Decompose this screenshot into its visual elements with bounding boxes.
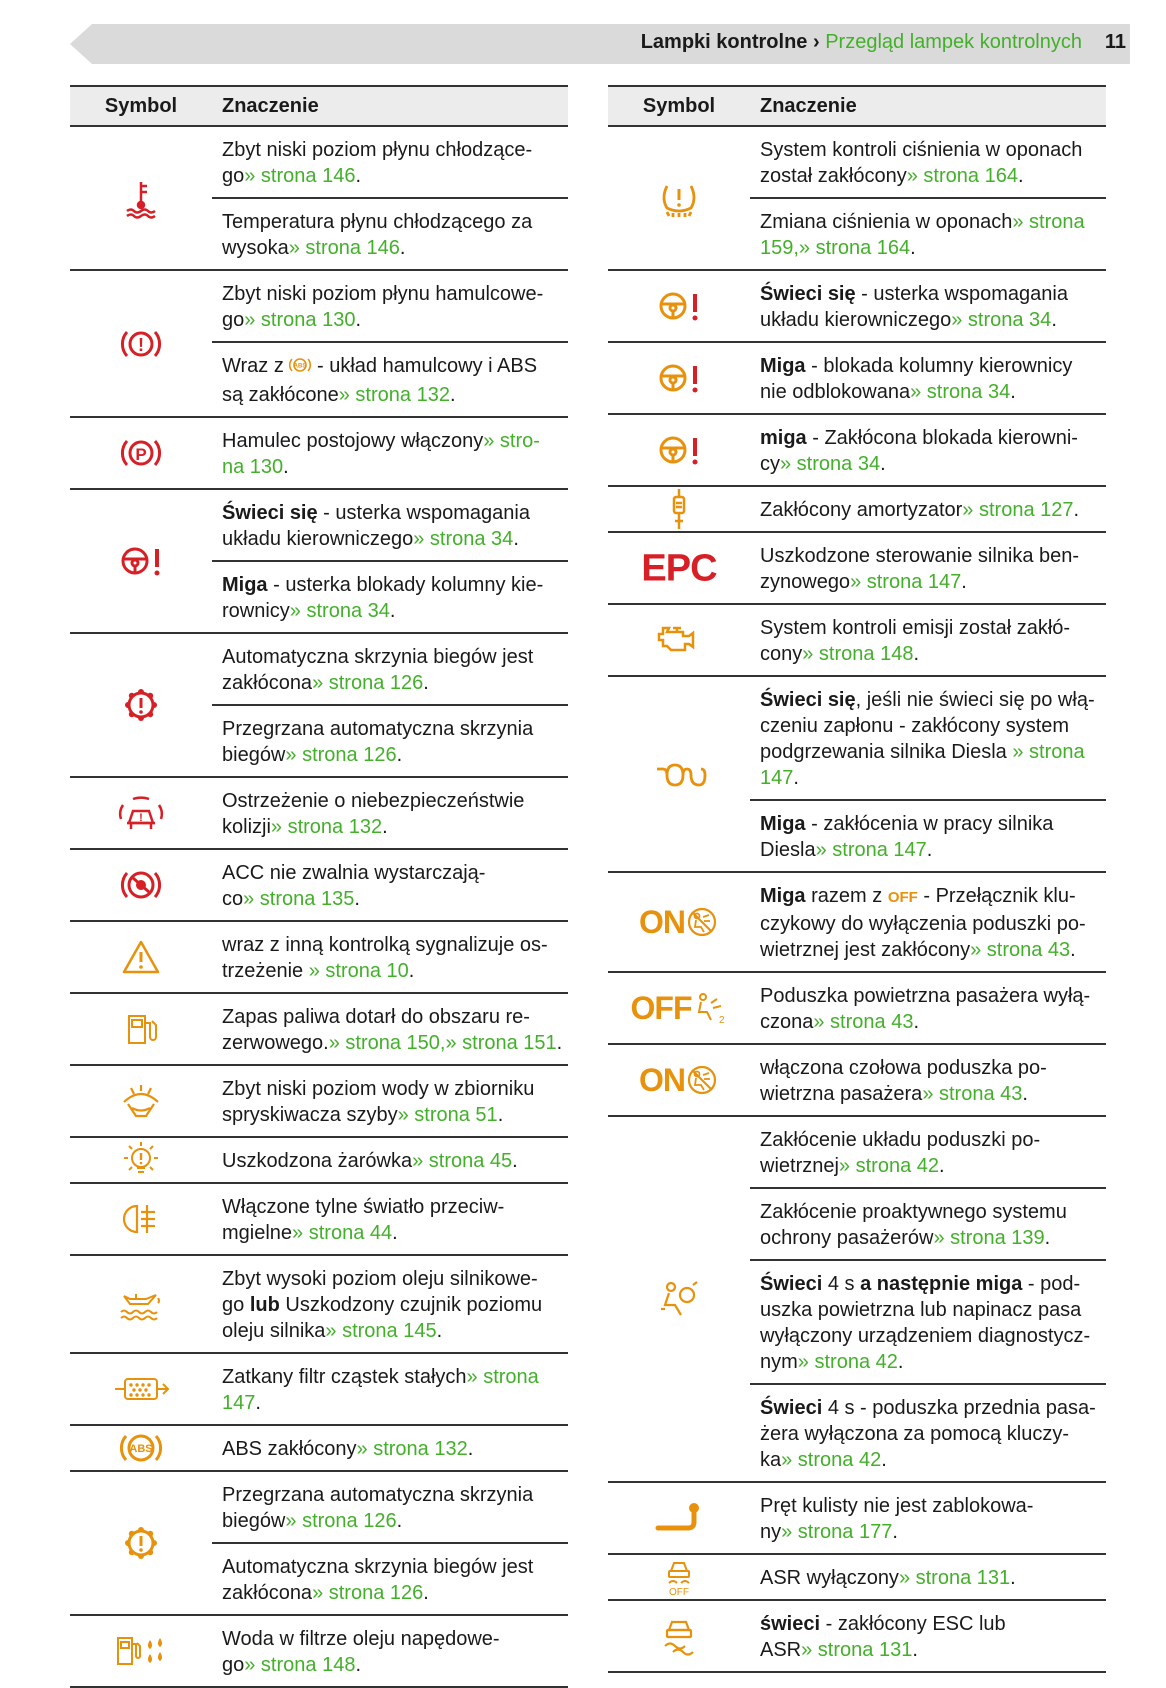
page-link[interactable]: » strona 43	[970, 939, 1071, 961]
meaning-cell: Włączone tylne światło przeciw- mgielne» strona 44.	[212, 1183, 568, 1255]
page-link[interactable]: » strona 45	[412, 1150, 513, 1172]
meaning-cell: Uszkodzona żarówka» strona 45.	[212, 1137, 568, 1183]
general-warning-icon	[70, 921, 212, 993]
airbag-off-label: OFF	[630, 990, 692, 1026]
page-link[interactable]: » strona 147	[760, 741, 1085, 789]
off-inline-label: OFF	[887, 889, 918, 906]
page-link[interactable]: » strona 126	[312, 1582, 424, 1604]
brake-fluid-icon	[70, 270, 212, 417]
fuel-reserve-icon	[70, 993, 212, 1065]
epc-icon	[608, 532, 750, 604]
meaning-cell: Przegrzana automatyczna skrzynia biegów» strona 126.	[212, 705, 568, 777]
page-link[interactable]: » strona 145	[325, 1320, 437, 1342]
rear-fog-light-icon	[70, 1183, 212, 1255]
table-row	[608, 126, 1106, 198]
table-row	[608, 414, 1106, 486]
table-row	[608, 342, 1106, 414]
steering-warning-icon	[70, 489, 212, 633]
airbag-on-icon	[608, 872, 750, 972]
page-link[interactable]: » strona 131	[801, 1639, 913, 1661]
page-link[interactable]: » strona 43	[813, 1011, 914, 1033]
page-link[interactable]: » strona 159,» strona 164	[760, 211, 1085, 259]
table-row	[70, 849, 568, 921]
page-link[interactable]: » strona 44	[292, 1222, 393, 1244]
meaning-cell: miga - Zakłócona blokada kierowni- cy» strona 34.	[750, 414, 1106, 486]
meaning-cell: Miga - blokada kolumny kierownicy nie odblokowana» strona 34.	[750, 342, 1106, 414]
glow-plug-icon	[608, 676, 750, 872]
meaning-cell: Zakłócenie układu poduszki po- wietrznej» strona 42.	[750, 1116, 1106, 1188]
collision-warning-icon	[70, 777, 212, 849]
meaning-cell: włączona czołowa poduszka po- wietrzna pasażera» strona 43.	[750, 1044, 1106, 1116]
page-link[interactable]: » strona 34	[780, 453, 881, 475]
page-number: 11	[1104, 31, 1126, 53]
page-link[interactable]: » strona 42	[838, 1155, 939, 1177]
table-row	[608, 1600, 1106, 1672]
table-row	[70, 921, 568, 993]
acc-warning-icon	[70, 849, 212, 921]
table-row	[70, 1137, 568, 1183]
epc-label: EPC	[641, 547, 717, 590]
page-link[interactable]: » strona 147	[222, 1366, 539, 1414]
table-row	[608, 532, 1106, 604]
page-link[interactable]: » strona 132	[356, 1438, 468, 1460]
page-link[interactable]: » strona 150,» strona 151	[328, 1032, 557, 1054]
table-row	[70, 993, 568, 1065]
meaning-cell: Świeci się - usterka wspomagania układu kierowniczego» strona 34.	[212, 489, 568, 561]
page-link[interactable]: » strona 135	[243, 888, 355, 910]
airbag-on2-icon	[608, 1044, 750, 1116]
parking-brake-icon	[70, 417, 212, 489]
page-link[interactable]: » strona 34	[951, 309, 1052, 331]
meaning-cell: Świeci 4 s a następnie miga - pod- uszka powietrzna lub napinacz pasa wyłączony urządzeniem diagnostycz- nym» strona 42.	[750, 1260, 1106, 1384]
water-in-fuel-icon	[70, 1615, 212, 1687]
meaning-cell: ASR wyłączony» strona 131.	[750, 1554, 1106, 1600]
table-row	[70, 633, 568, 705]
meaning-cell: Zakłócenie proaktywnego systemu ochrony pasażerów» strona 139.	[750, 1188, 1106, 1260]
meaning-header: Znaczenie	[212, 86, 568, 126]
shock-absorber-icon	[608, 486, 750, 532]
meaning-cell: Woda w filtrze oleju napędowe- go» strona 148.	[212, 1615, 568, 1687]
meaning-cell: Pręt kulisty nie jest zablokowa- ny» strona 177.	[750, 1482, 1106, 1554]
page-link[interactable]: » strona 147	[815, 839, 927, 861]
table-row	[608, 604, 1106, 676]
meaning-cell: Miga - zakłócenia w pracy silnika Diesla» strona 147.	[750, 800, 1106, 872]
breadcrumb-separator: ›	[807, 31, 826, 53]
page-link[interactable]: » strona 164	[906, 165, 1018, 187]
page-link[interactable]: » strona 132	[338, 384, 450, 406]
meaning-cell: Automatyczna skrzynia biegów jest zakłócona» strona 126.	[212, 1543, 568, 1615]
page-link[interactable]: » strona 34	[910, 381, 1011, 403]
table-row	[70, 1615, 568, 1687]
table-row	[608, 872, 1106, 972]
page-link[interactable]: » stro- na 130	[222, 430, 540, 478]
table-row	[70, 1183, 568, 1255]
page-link[interactable]: » strona 34	[413, 528, 514, 550]
meaning-cell: wraz z inną kontrolką sygnalizuje os- trzeżenie » strona 10.	[212, 921, 568, 993]
page-link[interactable]: » strona 148	[244, 1654, 356, 1676]
table-row	[70, 1425, 568, 1471]
page-link[interactable]: » strona 139	[933, 1227, 1045, 1249]
steering-fault-icon	[608, 270, 750, 342]
svg-text:P: P	[135, 445, 147, 464]
meaning-cell: ACC nie zwalnia wystarczają- co» strona 135.	[212, 849, 568, 921]
table-row	[608, 1554, 1106, 1600]
page-link[interactable]: » strona 131	[898, 1567, 1011, 1589]
steering-lock-icon	[608, 342, 750, 414]
page-link[interactable]: » strona 146	[288, 237, 400, 259]
breadcrumb-subsection[interactable]: Przegląd lampek kontrolnych	[825, 31, 1082, 53]
svg-text:!: !	[139, 812, 143, 824]
meaning-cell: Temperatura płynu chłodzącego za wysoka» strona 146.	[212, 198, 568, 270]
particulate-filter-icon	[70, 1353, 212, 1425]
page-link[interactable]: » strona 42	[797, 1351, 898, 1373]
page-link[interactable]: » strona 146	[244, 165, 356, 187]
airbag-on-label: ON	[639, 904, 685, 940]
meaning-cell: świeci - zakłócony ESC lub ASR» strona 131.	[750, 1600, 1106, 1672]
meaning-cell: Miga razem z OFF - Przełącznik klu- czykowy do wyłączenia poduszki po- wietrznej jest zakłócony» strona 43.	[750, 872, 1106, 972]
abs-icon	[70, 1425, 212, 1471]
table-row	[70, 1353, 568, 1425]
page-link[interactable]: » strona 126	[312, 672, 424, 694]
page-link[interactable]: » strona 43	[922, 1083, 1023, 1105]
table-row	[70, 1255, 568, 1353]
towbar-icon	[608, 1482, 750, 1554]
meaning-cell: Poduszka powietrzna pasażera wyłą- czona» strona 43.	[750, 972, 1106, 1044]
table-row	[70, 1471, 568, 1543]
meaning-cell: System kontroli emisji został zakłó- cony» strona 148.	[750, 604, 1106, 676]
left-warning-table	[70, 85, 568, 1688]
page-link[interactable]: » strona 126	[285, 744, 397, 766]
gearbox-overheat-icon	[70, 1471, 212, 1615]
coolant-temperature-icon	[70, 126, 212, 270]
esc-icon	[608, 1600, 750, 1672]
meaning-cell: Miga - usterka blokady kolumny kie- rownicy» strona 34.	[212, 561, 568, 633]
table-row	[70, 417, 568, 489]
meaning-cell: ABS zakłócony» strona 132.	[212, 1425, 568, 1471]
page-link[interactable]: » strona 130	[244, 309, 356, 331]
oil-level-icon	[70, 1255, 212, 1353]
meaning-cell: Zakłócony amortyzator» strona 127.	[750, 486, 1106, 532]
gearbox-fault-icon	[70, 633, 212, 777]
page-link[interactable]: » strona 42	[781, 1449, 882, 1471]
meaning-cell: System kontroli ciśnienia w oponach został zakłócony» strona 164.	[750, 126, 1106, 198]
asr-off-icon	[608, 1554, 750, 1600]
meaning-cell: Zbyt niski poziom płynu chłodzące- go» strona 146.	[212, 126, 568, 198]
meaning-cell: Świeci się - usterka wspomagania układu kierowniczego» strona 34.	[750, 270, 1106, 342]
meaning-cell: Zbyt niski poziom wody w zbiorniku spryskiwacza szyby» strona 51.	[212, 1065, 568, 1137]
meaning-header: Znaczenie	[750, 86, 1106, 126]
meaning-cell: Wraz z ABS - układ hamulcowy i ABS są zakłócone» strona 132.	[212, 342, 568, 417]
page-link[interactable]: » strona 34	[289, 600, 390, 622]
washer-fluid-icon	[70, 1065, 212, 1137]
steering-lock-fault-icon	[608, 414, 750, 486]
table-row	[608, 270, 1106, 342]
table-row	[70, 126, 568, 198]
table-row	[608, 1116, 1106, 1188]
symbol-header: Symbol	[70, 86, 212, 126]
meaning-cell: Świeci się, jeśli nie świeci się po włą- czeniu zapłonu - zakłócony system podgrzewania silnika Diesla » strona 147.	[750, 676, 1106, 800]
page-link[interactable]: » strona 126	[285, 1510, 397, 1532]
engine-check-icon	[608, 604, 750, 676]
table-row	[608, 972, 1106, 1044]
page-link[interactable]: » strona 148	[802, 643, 914, 665]
svg-text:ABS: ABS	[294, 363, 307, 370]
right-warning-table	[608, 85, 1106, 1673]
table-row	[70, 270, 568, 342]
meaning-cell: Zbyt niski poziom płynu hamulcowe- go» strona 130.	[212, 270, 568, 342]
airbag-fault-icon	[608, 1116, 750, 1482]
symbol-header: Symbol	[608, 86, 750, 126]
svg-text:ABS: ABS	[129, 1443, 153, 1455]
asr-off-sublabel: OFF	[669, 1587, 689, 1598]
meaning-cell: Zbyt wysoki poziom oleju silnikowe- go lub Uszkodzony czujnik poziomu oleju silnika» strona 145.	[212, 1255, 568, 1353]
svg-text:!: !	[138, 334, 144, 355]
page-link[interactable]: » strona 10	[308, 960, 409, 982]
meaning-cell: Uszkodzone sterowanie silnika ben- zynowego» strona 147.	[750, 532, 1106, 604]
table-row	[70, 1065, 568, 1137]
page-link[interactable]: » strona 127	[962, 499, 1074, 521]
table-row	[70, 489, 568, 561]
airbag-off-icon	[608, 972, 750, 1044]
table-row	[608, 1044, 1106, 1116]
meaning-cell: Zapas paliwa dotarł do obszaru re- zerwowego.» strona 150,» strona 151.	[212, 993, 568, 1065]
meaning-cell: Zatkany filtr cząstek stałych» strona 147.	[212, 1353, 568, 1425]
meaning-cell: Ostrzeżenie o niebezpieczeństwie kolizji» strona 132.	[212, 777, 568, 849]
table-row	[608, 486, 1106, 532]
meaning-cell: Automatyczna skrzynia biegów jest zakłócona» strona 126.	[212, 633, 568, 705]
page-link[interactable]: » strona 132	[270, 816, 383, 838]
meaning-cell: Świeci 4 s - poduszka przednia pasa- żera wyłączona za pomocą kluczy- ka» strona 42.	[750, 1384, 1106, 1482]
table-row	[70, 777, 568, 849]
meaning-cell: Przegrzana automatyczna skrzynia biegów» strona 126.	[212, 1471, 568, 1543]
breadcrumb	[641, 31, 1082, 54]
breadcrumb-section[interactable]: Lampki kontrolne	[640, 31, 808, 53]
page-link[interactable]: » strona 51	[397, 1104, 498, 1126]
page-link[interactable]: » strona 147	[850, 571, 962, 593]
table-row	[608, 1482, 1106, 1554]
abs-small-icon	[289, 355, 311, 382]
bulb-fault-icon	[70, 1137, 212, 1183]
airbag-on-label: ON	[639, 1062, 685, 1098]
svg-text:2: 2	[719, 1015, 726, 1026]
meaning-cell: Zmiana ciśnienia w oponach» strona 159,» strona 164.	[750, 198, 1106, 270]
page-link[interactable]: » strona 177	[781, 1521, 893, 1543]
tire-pressure-icon	[608, 126, 750, 270]
table-row	[608, 676, 1106, 800]
meaning-cell: Hamulec postojowy włączony» stro- na 130.	[212, 417, 568, 489]
